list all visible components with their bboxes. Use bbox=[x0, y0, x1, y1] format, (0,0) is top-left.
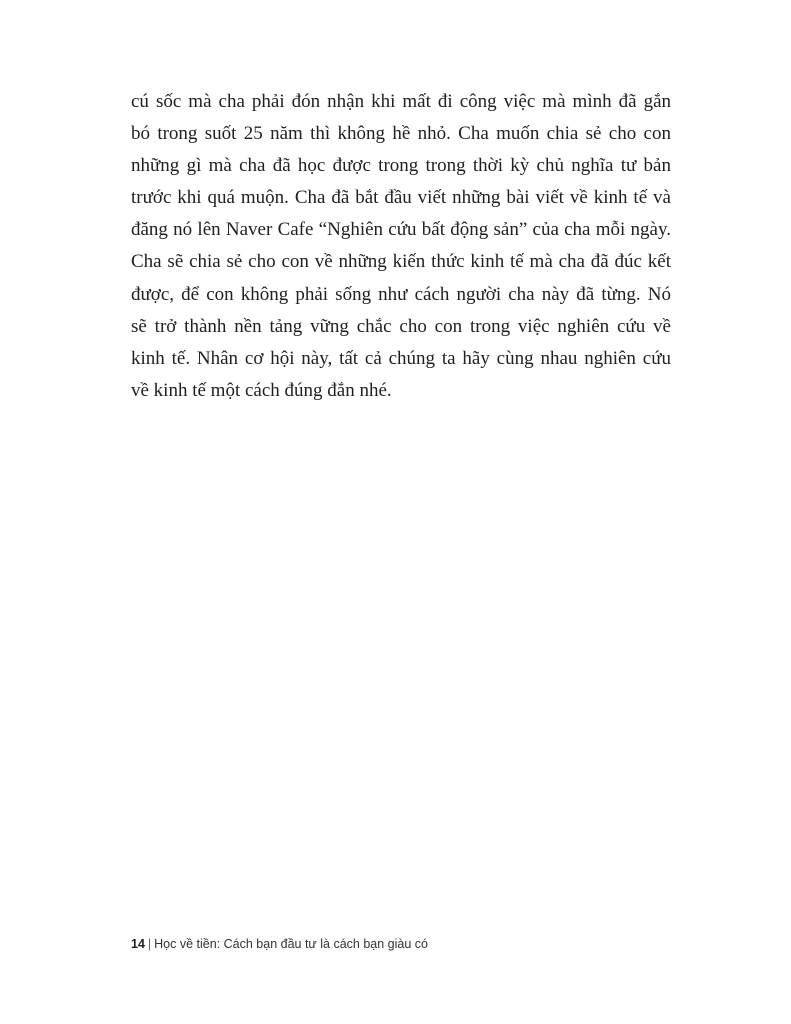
text-line: đăng nó lên Naver Cafe “Nghiên cứu bất động sản” của cha mỗi ngày. bbox=[131, 219, 671, 241]
text-line: bó trong suốt 25 năm thì không hề nhỏ. Cha muốn chia sẻ cho con bbox=[131, 123, 671, 145]
text-line: về kinh tế một cách đúng đắn nhé. bbox=[131, 379, 392, 401]
text-line: những gì mà cha đã học được trong trong thời kỳ chủ nghĩa tư bản bbox=[131, 155, 671, 177]
page-number: 14 bbox=[131, 937, 145, 951]
text-line: Cha sẽ chia sẻ cho con về những kiến thức kinh tế mà cha đã đúc kết bbox=[131, 251, 671, 273]
text-line: sẽ trở thành nền tảng vững chắc cho con trong việc nghiên cứu về bbox=[131, 315, 671, 337]
text-line: được, để con không phải sống như cách người cha này đã từng. Nó bbox=[131, 283, 671, 305]
body-paragraph bbox=[131, 86, 671, 407]
text-line: kinh tế. Nhân cơ hội này, tất cả chúng ta hãy cùng nhau nghiên cứu bbox=[131, 347, 671, 369]
text-line: cú sốc mà cha phải đón nhận khi mất đi công việc mà mình đã gắn bbox=[131, 91, 671, 112]
footer-separator: | bbox=[147, 937, 152, 951]
page-footer bbox=[131, 937, 428, 951]
text-line: trước khi quá muộn. Cha đã bắt đầu viết những bài viết về kinh tế và bbox=[131, 187, 671, 209]
running-title: Học về tiền: Cách bạn đầu tư là cách bạn giàu có bbox=[154, 937, 428, 951]
